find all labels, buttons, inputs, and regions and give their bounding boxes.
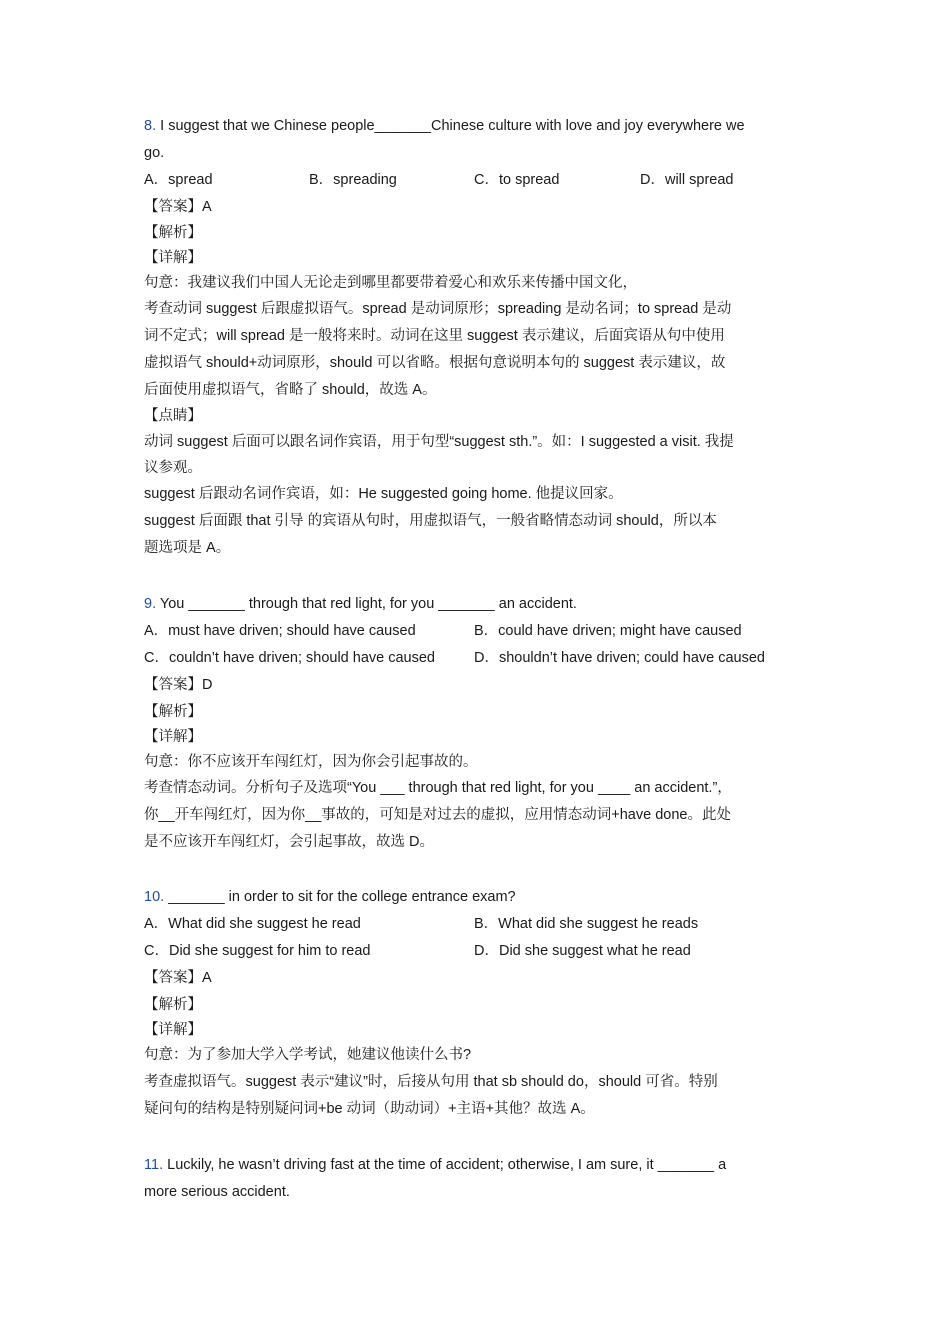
q9-option-d: D．shouldn’t have driven; could have caused [474,650,765,666]
q9-explanation-line: 句意：你不应该开车闯红灯，因为你会引起事故的。 [144,754,478,770]
question-text: _______ in order to sit for the college entrance exam? [168,889,516,905]
q10-explanation-line: 考查虚拟语气。suggest 表示“建议”时，后接从句用 that sb should do，should 可省。特别 [144,1074,718,1090]
q9-option-c: C．couldn’t have driven; should have caused [144,650,435,666]
q8-option-a: A．spread [144,172,213,188]
question-number: 11 [144,1157,160,1173]
q8-option-b: B．spreading [309,172,397,188]
q10-analysis-heading: 【解析】 [144,997,202,1013]
q8-explanation-line: 句意：我建议我们中国人无论走到哪里都要带着爱心和欢乐来传播中国文化， [144,275,637,291]
q8-tip-line: 动词 suggest 后面可以跟名词作宾语，用于句型“suggest sth.”。如：I suggested a visit. 我提 [144,434,734,450]
question-number-separator: . [160,889,165,905]
q9-option-a: A．must have driven; should have caused [144,623,416,639]
q9-explanation-line: 考查情态动词。分析句子及选项“You ___ through that red light, for you ____ an accident.”， [144,780,732,796]
question-text: You _______ through that red light, for you _______ an accident. [159,596,577,612]
q10-explanation-line: 疑问句的结构是特别疑问词+be 动词（助动词）+主语+其他？故选 A。 [144,1101,595,1117]
question-number: 8 [144,118,153,134]
q10-option-c: C．Did she suggest for him to read [144,943,371,959]
question-number-separator: . [152,118,157,134]
q8-option-c: C．to spread [474,172,560,188]
q8-option-d: D．will spread [640,172,734,188]
q9-explanation-line: 你__开车闯红灯，因为你__事故的，可知是对过去的虚拟，应用情态动词+have done。此处 [144,807,731,823]
q8-explanation-line: 词不定式；will spread 是一般将来时。动词在这里 suggest 表示建议，后面宾语从句中使用 [144,328,725,344]
question-10-stem [144,887,516,907]
q9-explanation-line: 是不应该开车闯红灯，会引起事故，故选 D。 [144,834,434,850]
question-text: I suggest that we Chinese people_______Chinese culture with love and joy everywhere we [160,118,745,134]
q9-detail-heading: 【详解】 [144,729,202,745]
q8-tip-line: 题选项是 A。 [144,540,231,556]
q8-analysis-heading: 【解析】 [144,225,202,241]
q8-answer: 【答案】A [144,199,212,215]
q8-explanation-line: 虚拟语气 should+动词原形，should 可以省略。根据句意说明本句的 suggest 表示建议，故 [144,355,726,371]
q8-tip-line: 议参观。 [144,460,202,476]
question-8-stem-continued: go. [144,145,165,161]
question-11-stem-continued: more serious accident. [144,1184,290,1200]
question-11-stem [144,1155,726,1175]
q10-answer: 【答案】A [144,970,212,986]
question-number-separator: . [152,596,157,612]
question-text: Luckily, he wasn’t driving fast at the time of accident; otherwise, I am sure, it _______ a [167,1157,727,1173]
q8-tip-line: suggest 后面跟 that 引导 的宾语从句时，用虚拟语气，一般省略情态动词 should，所以本 [144,513,717,529]
question-8-stem [144,116,745,136]
question-number: 10 [144,889,161,905]
q8-detail-heading: 【详解】 [144,250,202,266]
q8-explanation-line: 后面使用虚拟语气，省略了 should，故选 A。 [144,382,437,398]
question-number: 9 [144,596,153,612]
q10-option-b: B．What did she suggest he reads [474,916,699,932]
q9-analysis-heading: 【解析】 [144,704,202,720]
q9-answer: 【答案】D [144,677,213,693]
q8-tip-heading: 【点睛】 [144,408,202,424]
q10-option-a: A．What did she suggest he read [144,916,361,932]
q10-detail-heading: 【详解】 [144,1022,202,1038]
q9-option-b: B．could have driven; might have caused [474,623,742,639]
question-9-stem [144,594,577,614]
q10-explanation-line: 句意：为了参加大学入学考试，她建议他读什么书? [144,1047,472,1063]
q10-option-d: D．Did she suggest what he read [474,943,691,959]
q8-tip-line: suggest 后跟动名词作宾语，如：He suggested going home. 他提议回家。 [144,486,623,502]
question-number-separator: . [159,1157,164,1173]
q8-explanation-line: 考查动词 suggest 后跟虚拟语气。spread 是动词原形；spreading 是动名词；to spread 是动 [144,301,732,317]
